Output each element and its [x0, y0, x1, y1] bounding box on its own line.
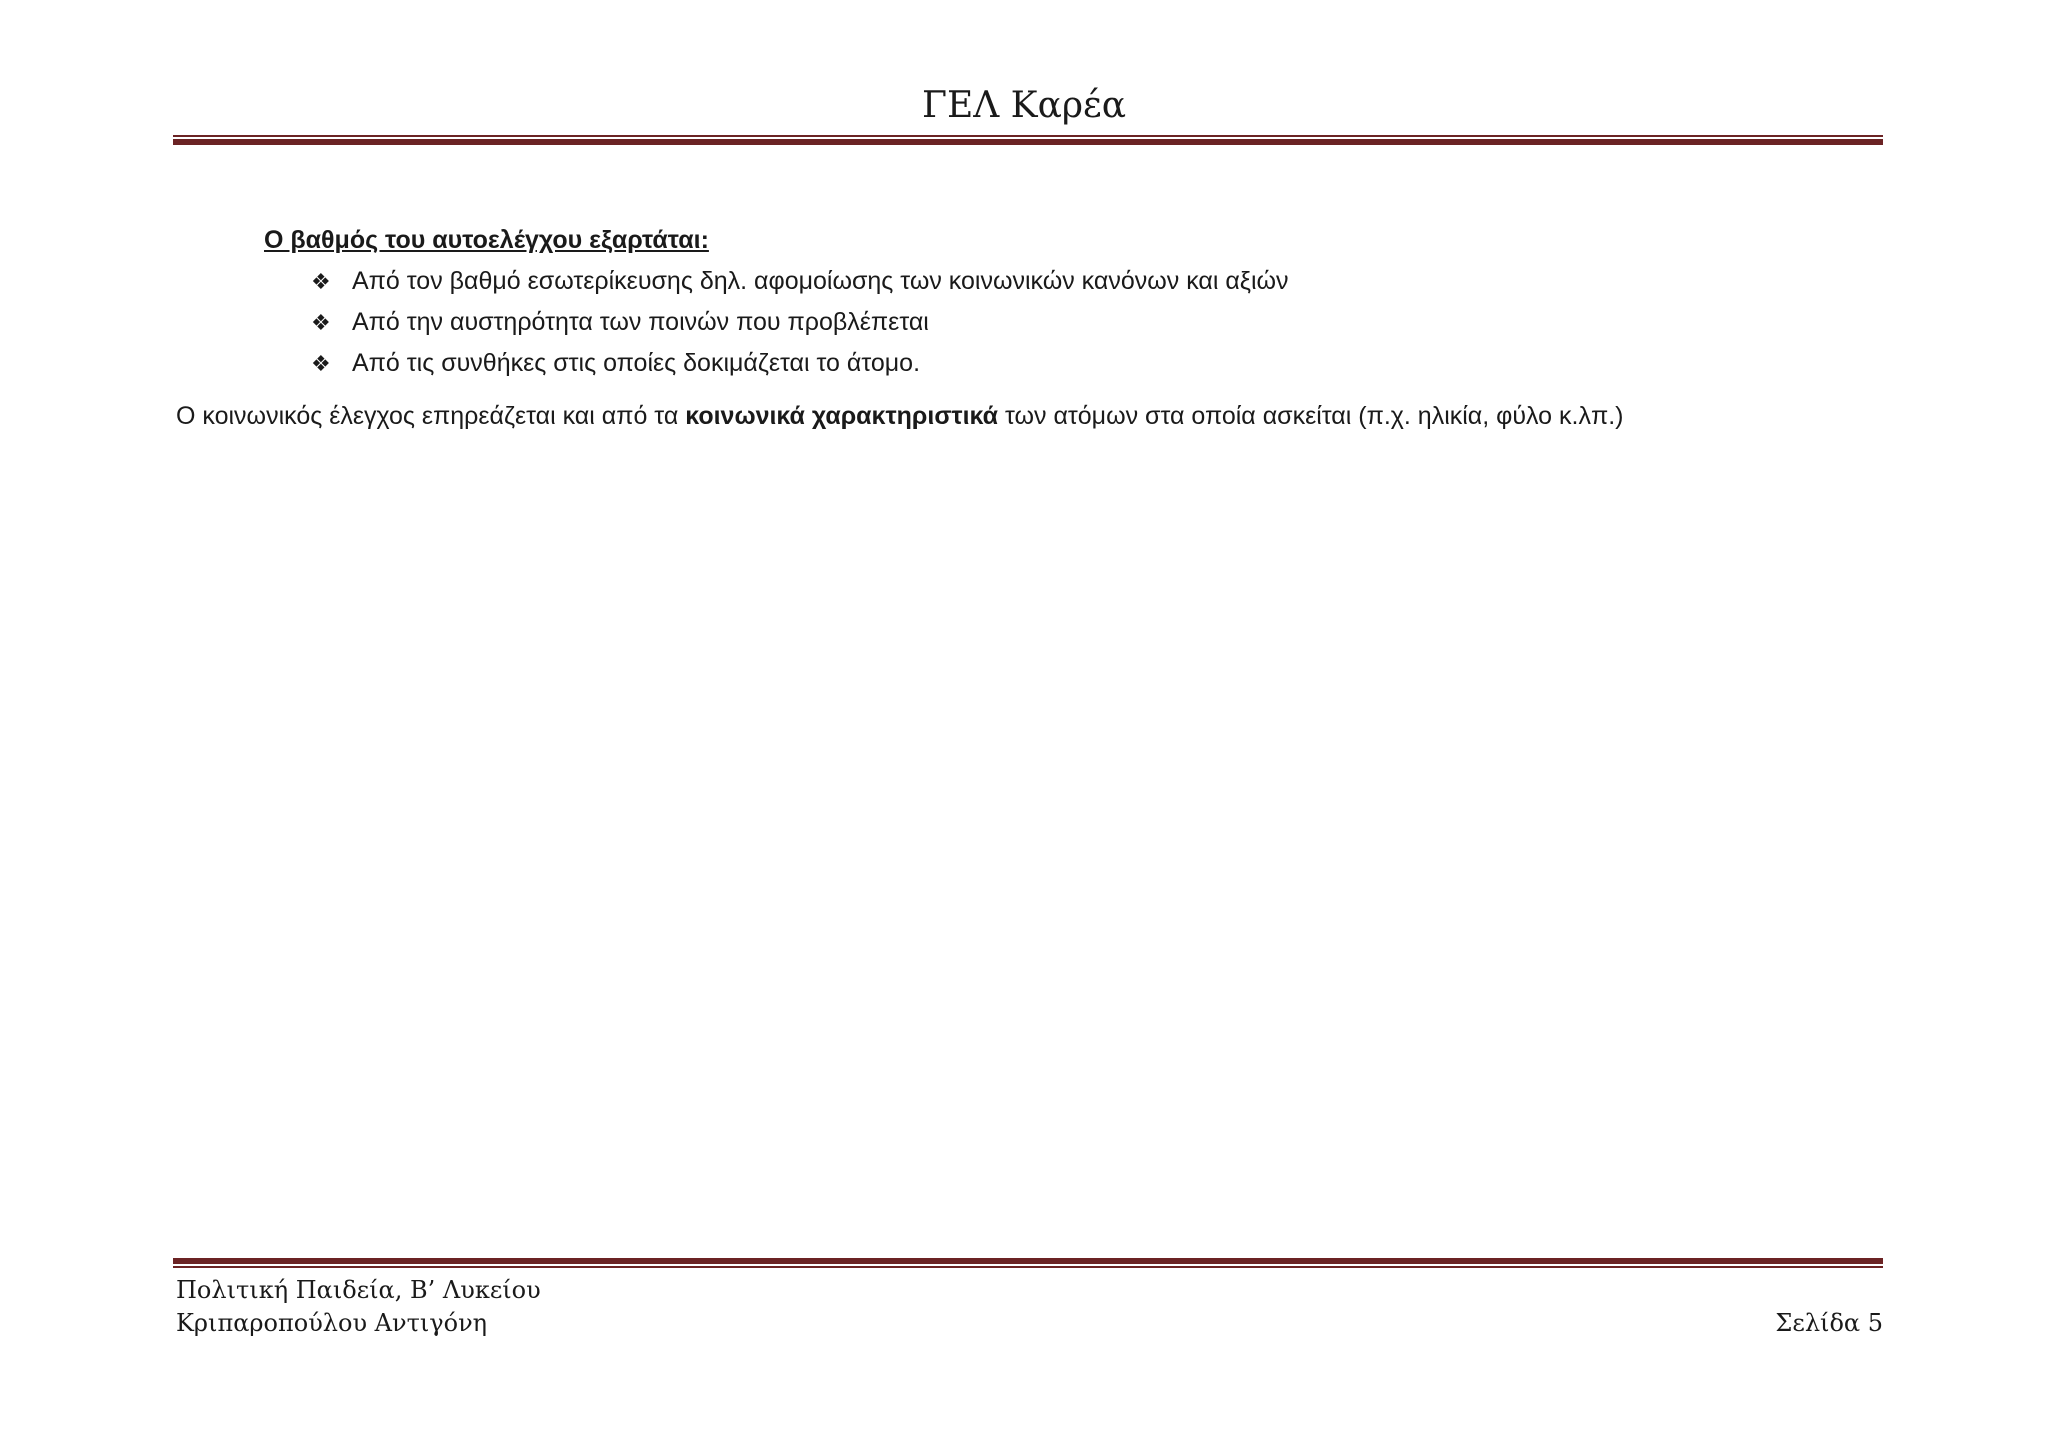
- page-footer: [176, 1274, 1883, 1340]
- bullet-list: [311, 261, 1886, 384]
- list-item-text: Από την αυστηρότητα των ποινών που προβλέπεται: [352, 308, 929, 336]
- list-item-text: Από τις συνθήκες στις οποίες δοκιμάζεται το άτομο.: [352, 349, 921, 377]
- diamond-bullet-icon: ❖: [311, 269, 331, 294]
- footer-author: Κριπαροπούλου Αντιγόνη: [176, 1309, 488, 1337]
- list-item-text: Από τον βαθμό εσωτερίκευσης δηλ. αφομοίωσης των κοινωνικών κανόνων και αξιών: [352, 267, 1289, 295]
- section-heading: Ο βαθμός του αυτοελέγχου εξαρτάται:: [264, 226, 709, 254]
- paragraph-text-start: Ο κοινωνικός έλεγχος επηρεάζεται και από τα: [176, 402, 686, 430]
- header-rule: [173, 135, 1883, 145]
- page-header-title: ΓΕΛ Καρέα: [921, 85, 1127, 126]
- page-content: [176, 220, 1886, 437]
- paragraph-text-end: των ατόμων στα οποία ασκείται (π.χ. ηλικία, φύλο κ.λπ.): [998, 402, 1624, 430]
- body-paragraph: [176, 396, 1886, 437]
- diamond-bullet-icon: ❖: [311, 351, 331, 376]
- diamond-bullet-icon: ❖: [311, 310, 331, 335]
- list-item: [311, 261, 1886, 302]
- list-item: [311, 343, 1886, 384]
- page-number: Σελίδα 5: [1775, 1309, 1883, 1337]
- paragraph-bold-text: κοινωνικά χαρακτηριστικά: [685, 402, 999, 430]
- list-item: [311, 302, 1886, 343]
- footer-rule: [173, 1258, 1883, 1268]
- footer-subject: Πολιτική Παιδεία, Β’ Λυκείου: [176, 1276, 541, 1304]
